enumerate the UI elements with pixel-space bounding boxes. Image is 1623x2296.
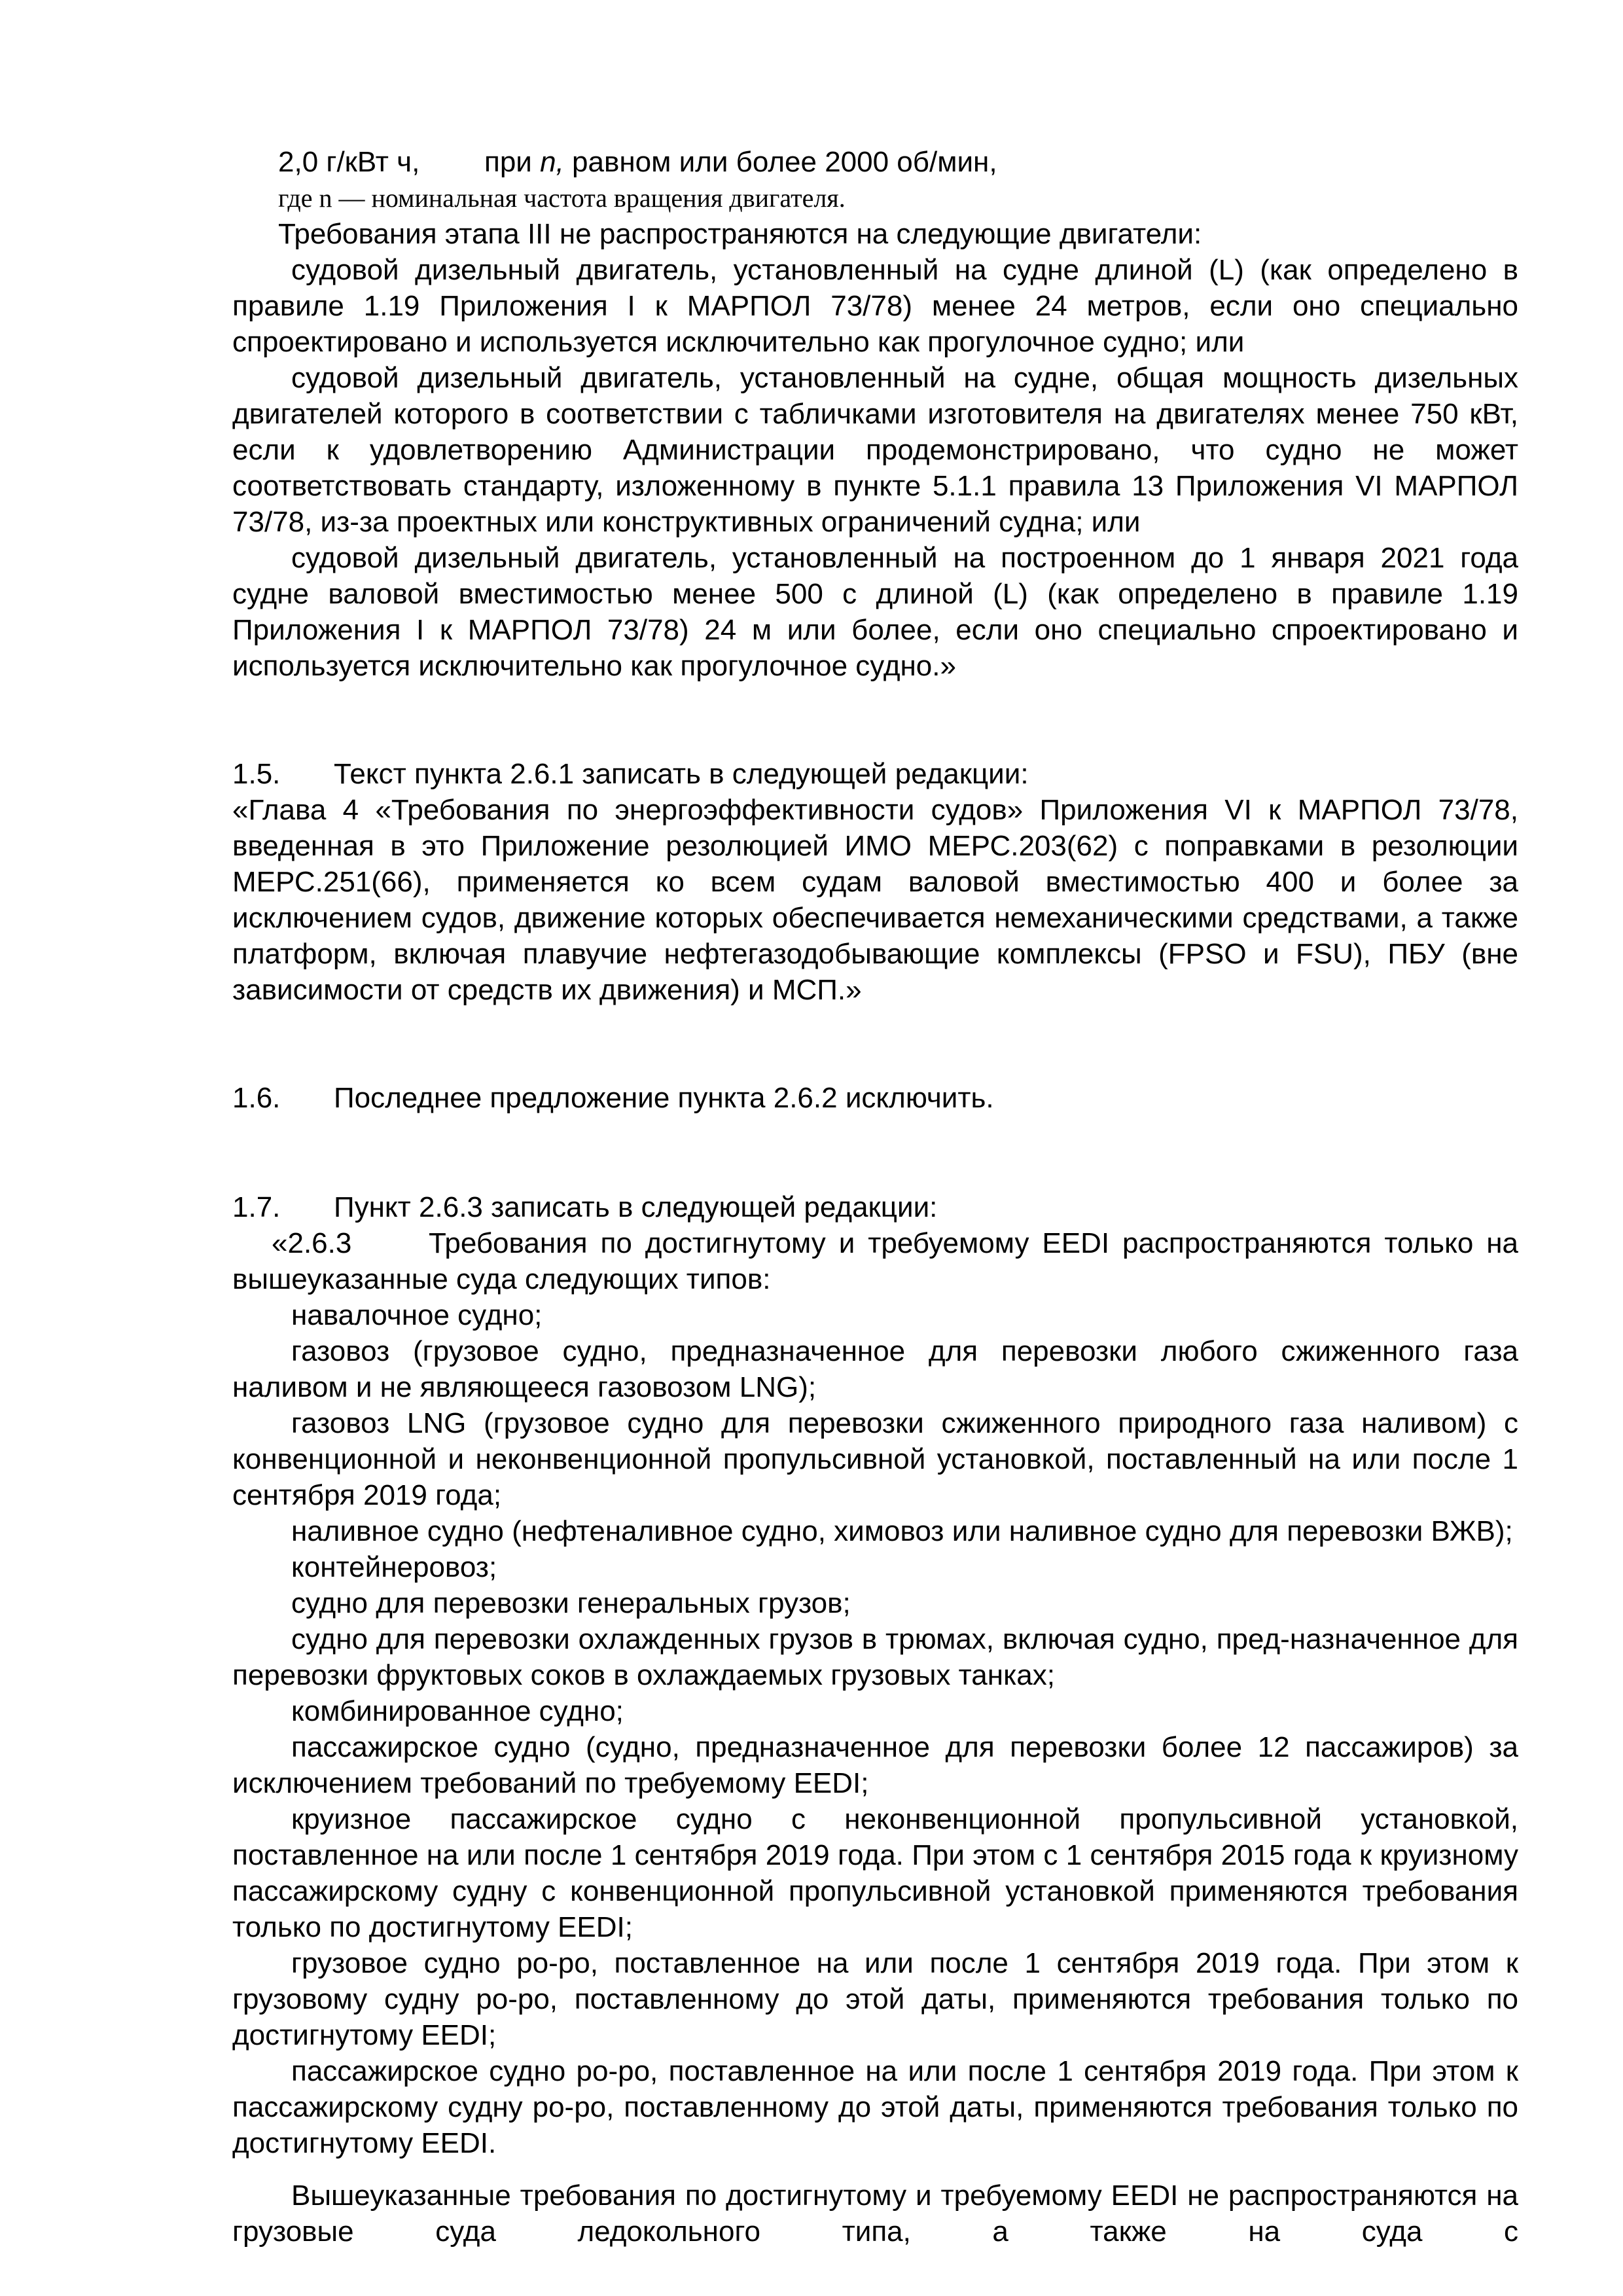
- section-1-6-number: 1.6.: [232, 1082, 281, 1114]
- formula-line: [232, 144, 1518, 180]
- section-1-5-title: Текст пункта 2.6.1 записать в следующей редакции:: [334, 758, 1029, 790]
- ship-type-item: навалочное судно;: [291, 1299, 543, 1331]
- ship-type-item: газовоз LNG (грузовое судно для перевозки сжиженного природного газа наливом) с конвенционной и неконвенционной пропульсивной установкой, поставленный на или после 1 сентября 2019 года;: [232, 1407, 1518, 1511]
- ship-type-item: газовоз (грузовое судно, предназначенное для перевозки любого сжиженного газа наливом и не являющееся газовозом LNG);: [232, 1335, 1518, 1403]
- stage3-item: судовой дизельный двигатель, установленный на судне длиной (L) (как определено в правиле 1.19 Приложения I к МАРПОЛ 73/78) менее 24 метров, если оно специально спроектировано и используется исключительно как прогулочное судно; или: [232, 254, 1518, 358]
- formula-variable: n,: [540, 146, 564, 178]
- ship-type-item: пассажирское судно ро-ро, поставленное на или после 1 сентября 2019 года. При этом к пассажирскому судну ро-ро, поставленному до этой даты, применяются требования только по достигнутому EEDI.: [232, 2055, 1518, 2159]
- section-1-7-number: 1.7.: [232, 1191, 281, 1223]
- stage3-item: судовой дизельный двигатель, установленный на судне, общая мощность дизельных двигателей которого в соответствии с табличками изготовителя на двигателях менее 750 кВт, если к удовлетворению Администрации продемонстрировано, что судно не может соответствовать стандарту, изложенному в пункте 5.1.1 правила 13 Приложения VI МАРПОЛ 73/78, из-за проектных или конструктивных ограничений судна; или: [232, 362, 1518, 538]
- ship-type-item: наливное судно (нефтеналивное судно, химовоз или наливное судно для перевозки ВЖВ);: [291, 1515, 1513, 1547]
- subsection-2-6-3: [232, 1225, 1518, 1297]
- document-page: [232, 144, 1518, 2250]
- ship-type-item: судно для перевозки охлажденных грузов в трюмах, включая судно, пред-назначенное для перевозки фруктовых соков в охлаждаемых грузовых танках;: [232, 1623, 1518, 1691]
- section-1-5-number: 1.5.: [232, 758, 281, 790]
- stage3-intro: Требования этапа III не распространяются на следующие двигатели:: [278, 218, 1202, 250]
- section-1-6-title: Последнее предложение пункта 2.6.2 исключить.: [334, 1082, 994, 1114]
- section-1-5-heading: [232, 756, 1518, 792]
- ship-type-item: круизное пассажирское судно с неконвенционной пропульсивной установкой, поставленное на или после 1 сентября 2019 года. При этом с 1 сентября 2015 года к круизному пассажирскому судну с конвенционной пропульсивной установкой применяются требования только по достигнутому EEDI;: [232, 1803, 1518, 1943]
- section-1-7-heading: [232, 1189, 1518, 1225]
- section-1-6-heading: [232, 1080, 1518, 1116]
- formula-condition-suffix: равном или более 2000 об/мин,: [563, 146, 997, 178]
- ship-type-item: контейнеровоз;: [291, 1551, 497, 1583]
- closing-paragraph: Вышеуказанные требования по достигнутому и требуемому EEDI не распространяются на грузовые суда ледокольного типа, а также на суда с: [232, 2179, 1518, 2248]
- ship-type-item: пассажирское судно (судно, предназначенное для перевозки более 12 пассажиров) за исключением требований по требуемому EEDI;: [232, 1731, 1518, 1799]
- ship-type-item: грузовое судно ро-ро, поставленное на или после 1 сентября 2019 года. При этом к грузовому судну ро-ро, поставленному до этой даты, применяются требования только по достигнутому EEDI;: [232, 1947, 1518, 2051]
- subsection-2-6-3-number: «2.6.3: [272, 1227, 352, 1259]
- subsection-2-6-3-text: Требования по достигнутому и требуемому EEDI распространяются только на вышеуказанные суда следующих типов:: [232, 1227, 1518, 1295]
- formula-condition: [484, 144, 997, 180]
- formula-value: 2,0 г/кВт ч,: [278, 146, 420, 178]
- formula-condition-prefix: при: [484, 146, 541, 178]
- ship-type-item: судно для перевозки генеральных грузов;: [291, 1587, 851, 1619]
- section-1-7-title: Пункт 2.6.3 записать в следующей редакции:: [334, 1191, 938, 1223]
- ship-type-item: комбинированное судно;: [291, 1695, 624, 1727]
- formula-note: где n — номинальная частота вращения двигателя.: [278, 183, 846, 213]
- stage3-item: судовой дизельный двигатель, установленный на построенном до 1 января 2021 года судне валовой вместимостью менее 500 с длиной (L) (как определено в правиле 1.19 Приложения I к МАРПОЛ 73/78) 24 м или более, если оно специально спроектировано и используется исключительно как прогулочное судно.»: [232, 542, 1518, 682]
- section-1-5-body: «Глава 4 «Требования по энергоэффективности судов» Приложения VI к МАРПОЛ 73/78, введенная в это Приложение резолюцией ИМО МЕРС.203(62) с поправками в резолюции МЕРС.251(66), применяется ко всем судам валовой вместимостью 400 и более за исключением судов, движение которых обеспечивается немеханическими средствами, а также платформ, включая плавучие нефтегазодобывающие комплексы (FPSO и FSU), ПБУ (вне зависимости от средств их движения) и МСП.»: [232, 794, 1518, 1006]
